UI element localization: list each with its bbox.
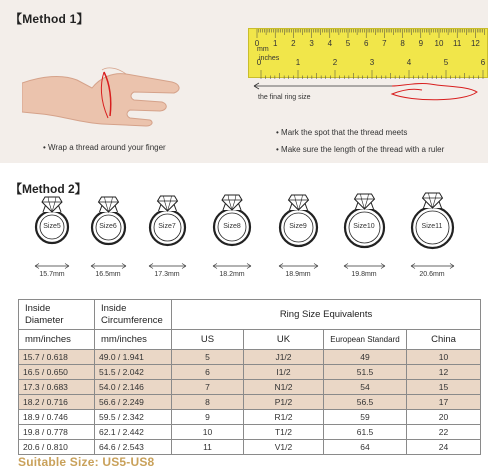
table-row xyxy=(19,380,481,395)
cell-diameter: 20.6 / 0.810 xyxy=(19,440,95,455)
cell-european: 54 xyxy=(324,380,407,395)
ring-diameter-label: 15.7mm xyxy=(39,271,65,278)
ruler-inch-number: 2 xyxy=(332,58,338,67)
hand-illustration xyxy=(22,38,192,128)
ruler-ticks xyxy=(249,29,488,79)
cell-european: 51.5 xyxy=(324,365,407,380)
cell-circumference: 64.6 / 2.543 xyxy=(95,440,172,455)
cell-china: 24 xyxy=(407,440,481,455)
cell-china: 10 xyxy=(407,350,481,365)
cell-circumference: 59.5 / 2.342 xyxy=(95,410,172,425)
ring-size-equivalents-header: Ring Size Equivalents xyxy=(172,300,481,330)
ring-size-label: Size7 xyxy=(158,223,176,230)
ring-icon xyxy=(342,189,387,250)
cell-us: 5 xyxy=(172,350,244,365)
cell-circumference: 56.6 / 2.249 xyxy=(95,395,172,410)
ring-size-label: Size9 xyxy=(289,223,307,230)
cell-european: 56.5 xyxy=(324,395,407,410)
method1-title: 【Method 1】 xyxy=(10,12,89,26)
ruler-mm-number: 2 xyxy=(291,39,296,48)
cell-european: 61.5 xyxy=(324,425,407,440)
ruler-mm-number: 5 xyxy=(345,39,351,48)
ruler-inch-number: 3 xyxy=(369,58,375,67)
cell-china: 22 xyxy=(407,425,481,440)
cell-uk: T1/2 xyxy=(244,425,324,440)
ruler-mm-number: 7 xyxy=(382,39,387,48)
cell-uk: P1/2 xyxy=(244,395,324,410)
subheader-china: China xyxy=(407,330,481,350)
ring-size7 xyxy=(147,191,188,248)
ring-dimension-arrow xyxy=(34,262,70,270)
ruler-inch-number: 0 xyxy=(256,58,262,67)
ruler-mm-number: 1 xyxy=(272,39,278,48)
inside-circumference-header xyxy=(95,300,172,330)
cell-us: 7 xyxy=(172,380,244,395)
measure-thread-note: • Make sure the length of the thread with a ruler xyxy=(276,145,445,154)
ruler-inch-number: 5 xyxy=(443,58,449,67)
table-row xyxy=(19,440,481,455)
cell-us: 8 xyxy=(172,395,244,410)
subheader-uk: UK xyxy=(244,330,324,350)
cell-european: 59 xyxy=(324,410,407,425)
ruler-inch-number: 4 xyxy=(406,58,412,67)
ring-dimension-arrow xyxy=(148,262,187,270)
ruler-mm-number: 0 xyxy=(254,39,260,48)
wrap-thread-note: • Wrap a thread around your finger xyxy=(43,143,166,152)
cell-diameter: 17.3 / 0.683 xyxy=(19,380,95,395)
inside-circumference-header-line1: Inside xyxy=(101,303,127,314)
cell-circumference: 62.1 / 2.442 xyxy=(95,425,172,440)
ring-dimension-arrow xyxy=(278,262,319,270)
cell-circumference: 49.0 / 1.941 xyxy=(95,350,172,365)
ruler-mm-number: 3 xyxy=(309,39,314,48)
ruler-mm-number: 12 xyxy=(470,39,480,48)
ring-diameter-label: 18.2mm xyxy=(219,271,245,278)
cell-uk: R1/2 xyxy=(244,410,324,425)
table-row xyxy=(19,365,481,380)
ruler-inches-label: inches xyxy=(259,55,280,62)
mark-spot-note: • Mark the spot that the thread meets xyxy=(276,128,408,137)
ring-size-label: Size8 xyxy=(223,223,241,230)
ring-icon xyxy=(211,190,253,248)
method2-title: 【Method 2】 xyxy=(10,182,87,196)
cell-diameter: 19.8 / 0.778 xyxy=(19,425,95,440)
inside-diameter-header-line2: Diameter xyxy=(25,315,64,326)
ring-diameter-label: 20.6mm xyxy=(419,271,445,278)
inside-circumference-header-line2: Circumference xyxy=(101,315,163,326)
ring-diameter-label: 17.3mm xyxy=(154,271,180,278)
cell-china: 15 xyxy=(407,380,481,395)
ring-diameter-label: 19.8mm xyxy=(351,271,377,278)
cell-european: 49 xyxy=(324,350,407,365)
cell-us: 10 xyxy=(172,425,244,440)
ring-size9 xyxy=(277,190,320,249)
cell-china: 12 xyxy=(407,365,481,380)
ruler-mm-number: 4 xyxy=(327,39,333,48)
ring-size5 xyxy=(33,192,71,246)
subheader-circumference-units: mm/inches xyxy=(95,330,172,350)
ring-dimension-arrow xyxy=(410,262,455,270)
cell-china: 17 xyxy=(407,395,481,410)
thread-measure-graphic xyxy=(252,78,488,106)
ring-dimension-arrow xyxy=(212,262,252,270)
ring-dimension-arrow xyxy=(90,262,127,270)
subheader-diameter-units: mm/inches xyxy=(19,330,95,350)
ruler-mm-number: 9 xyxy=(418,39,424,48)
ring-size10 xyxy=(342,189,387,250)
ruler-mm-number: 6 xyxy=(363,39,369,48)
cell-diameter: 16.5 / 0.650 xyxy=(19,365,95,380)
inside-diameter-header-line1: Inside xyxy=(25,303,51,314)
cell-circumference: 51.5 / 2.042 xyxy=(95,365,172,380)
ring-icon xyxy=(89,192,128,247)
ring-icon xyxy=(409,188,456,251)
ring-dimension-arrow xyxy=(343,262,386,270)
inside-diameter-header xyxy=(19,300,95,330)
table-row xyxy=(19,395,481,410)
ruler-inch-number: 6 xyxy=(480,58,486,67)
cell-diameter: 15.7 / 0.618 xyxy=(19,350,95,365)
ring-size-label: Size6 xyxy=(99,223,117,230)
final-size-label: the final ring size xyxy=(258,94,311,101)
ring-icon xyxy=(147,191,188,248)
ruler-mm-number: 8 xyxy=(400,39,405,48)
cell-us: 9 xyxy=(172,410,244,425)
ring-icon xyxy=(277,190,320,249)
table-row xyxy=(19,410,481,425)
ring-icon xyxy=(33,192,71,246)
ring-size-table xyxy=(18,299,481,455)
table-header-row xyxy=(19,300,481,330)
method1-panel xyxy=(0,0,488,163)
cell-us: 11 xyxy=(172,440,244,455)
cell-diameter: 18.9 / 0.746 xyxy=(19,410,95,425)
ruler-mm-number: 10 xyxy=(434,39,444,48)
ring-size-label: Size11 xyxy=(421,223,443,230)
ring-size6 xyxy=(89,192,128,247)
table-row xyxy=(19,425,481,440)
cell-european: 64 xyxy=(324,440,407,455)
ring-size11 xyxy=(409,188,456,251)
ring-diameter-label: 18.9mm xyxy=(285,271,311,278)
cell-uk: I1/2 xyxy=(244,365,324,380)
cell-uk: N1/2 xyxy=(244,380,324,395)
ring-size-label: Size10 xyxy=(353,223,375,230)
ruler-inch-number: 1 xyxy=(295,58,301,67)
ring-diameter-label: 16.5mm xyxy=(95,271,121,278)
subheader-european: European Standard xyxy=(324,330,407,350)
cell-uk: J1/2 xyxy=(244,350,324,365)
table-subheader-row xyxy=(19,330,481,350)
suitable-size-note: Suitable Size: US5-US8 xyxy=(18,455,155,469)
ring-size-label: Size5 xyxy=(43,223,61,230)
cell-china: 20 xyxy=(407,410,481,425)
ruler-mm-label: mm xyxy=(257,46,269,53)
cell-uk: V1/2 xyxy=(244,440,324,455)
table-row xyxy=(19,350,481,365)
ruler-mm-number: 11 xyxy=(453,39,462,48)
cell-circumference: 54.0 / 2.146 xyxy=(95,380,172,395)
measuring-ruler xyxy=(248,28,488,78)
subheader-us: US xyxy=(172,330,244,350)
cell-us: 6 xyxy=(172,365,244,380)
ring-size8 xyxy=(211,190,253,248)
cell-diameter: 18.2 / 0.716 xyxy=(19,395,95,410)
